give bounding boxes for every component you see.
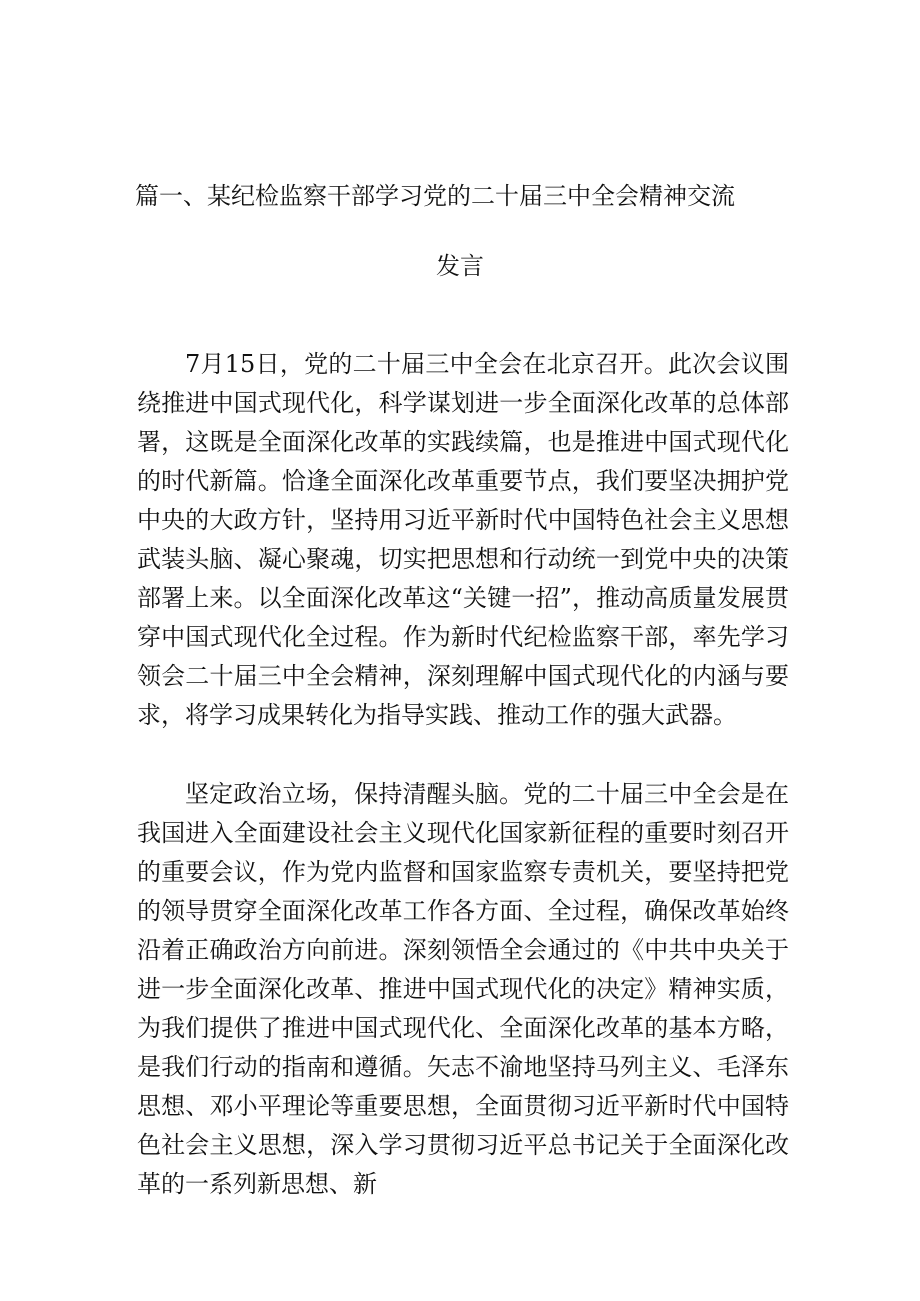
document-title-line-1: 篇一、某纪检监察干部学习党的二十届三中全会精神交流	[135, 182, 735, 210]
document-title-line-2: 发言	[436, 252, 484, 280]
body-paragraph-1: 7月15日，党的二十届三中全会在北京召开。此次会议围绕推进中国式现代化，科学谋划进一步全面深化改革的总体部署，这既是全面深化改革的实践续篇，也是推进中国式现代化的时代新篇。恰逢全面深化改革重要节点，我们要坚决拥护党中央的大政方针，坚持用习近平新时代中国特色社会主义思想武装头脑、凝心聚魂，切实把思想和行动统一到党中央的决策部署上来。以全面深化改革这“关键一招”，推动高质量发展贯穿中国式现代化全过程。作为新时代纪检监察干部，率先学习领会二十届三中全会精神，深刻理解中国式现代化的内涵与要求，将学习成果转化为指导实践、推动工作的强大武器。	[137, 350, 789, 729]
body-paragraph-2: 坚定政治立场，保持清醒头脑。党的二十届三中全会是在我国进入全面建设社会主义现代化国家新征程的重要时刻召开的重要会议，作为党内监督和国家监察专责机关，要坚持把党的领导贯穿全面深化改革工作各方面、全过程，确保改革始终沿着正确政治方向前进。深刻领悟全会通过的《中共中央关于进一步全面深化改革、推进中国式现代化的决定》精神实质，为我们提供了推进中国式现代化、全面深化改革的基本方略，是我们行动的指南和遵循。矢志不渝地坚持马列主义、毛泽东思想、邓小平理论等重要思想，全面贯彻习近平新时代中国特色社会主义思想，深入学习贯彻习近平总书记关于全面深化改革的一系列新思想、新	[137, 780, 789, 1198]
